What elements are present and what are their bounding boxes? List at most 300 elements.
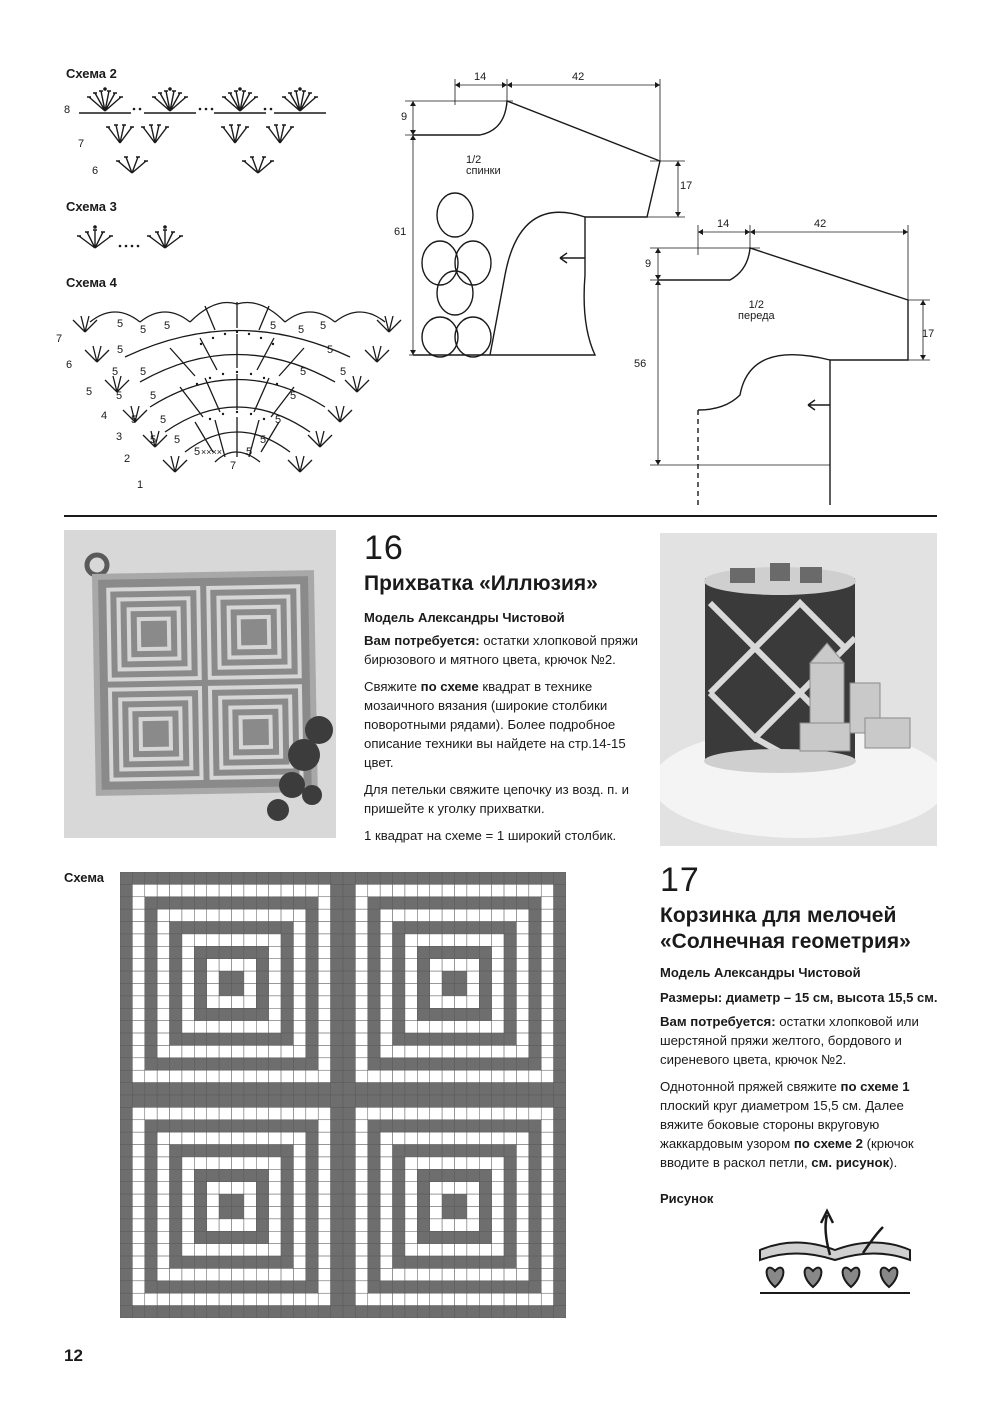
grid-cell: [281, 1231, 293, 1243]
grid-cell: [194, 872, 206, 884]
grid-cell: [281, 971, 293, 983]
grid-cell: [318, 1145, 330, 1157]
grid-cell: [293, 1256, 305, 1268]
grid-cell: [120, 1145, 132, 1157]
grid-cell: [343, 1145, 355, 1157]
grid-cell: [219, 1219, 231, 1231]
grid-cell: [554, 1058, 566, 1070]
grid-cell: [467, 1244, 479, 1256]
grid-cell: [331, 1107, 343, 1119]
grid-cell: [232, 1120, 244, 1132]
grid-cell: [405, 959, 417, 971]
grid-cell: [516, 1070, 528, 1082]
scheme4-chain-5: 5: [290, 390, 297, 402]
back-dim-neck-depth: 9: [401, 111, 408, 123]
grid-cell: [430, 922, 442, 934]
grid-cell: [541, 1194, 553, 1206]
grid-cell: [306, 1045, 318, 1057]
grid-cell: [293, 1293, 305, 1305]
grid-cell: [145, 872, 157, 884]
grid-cell: [479, 1132, 491, 1144]
grid-cell: [393, 1095, 405, 1107]
grid-cell: [232, 1219, 244, 1231]
grid-cell: [455, 1045, 467, 1057]
grid-cell: [541, 1021, 553, 1033]
grid-cell: [269, 897, 281, 909]
grid-cell: [194, 1219, 206, 1231]
grid-cell: [541, 1107, 553, 1119]
grid-cell: [467, 1107, 479, 1119]
grid-cell: [132, 909, 144, 921]
grid-cell: [306, 1194, 318, 1206]
grid-cell: [529, 984, 541, 996]
item16-number: 16: [364, 529, 404, 567]
grid-cell: [256, 1244, 268, 1256]
grid-cell: [318, 909, 330, 921]
grid-cell: [269, 1182, 281, 1194]
grid-cell: [554, 959, 566, 971]
grid-cell: [380, 1033, 392, 1045]
grid-cell: [194, 884, 206, 896]
scheme4-chain-5: 5: [327, 344, 334, 356]
grid-cell: [393, 1256, 405, 1268]
grid-cell: [207, 872, 219, 884]
grid-cell: [182, 884, 194, 896]
grid-cell: [442, 996, 454, 1008]
front-label-fraction: 1/2: [748, 299, 764, 311]
grid-cell: [170, 984, 182, 996]
grid-cell: [467, 1145, 479, 1157]
grid-cell: [504, 884, 516, 896]
grid-cell: [256, 984, 268, 996]
grid-cell: [355, 959, 367, 971]
grid-cell: [244, 1145, 256, 1157]
grid-cell: [479, 1207, 491, 1219]
grid-cell: [504, 1095, 516, 1107]
grid-cell: [232, 934, 244, 946]
grid-cell: [516, 1244, 528, 1256]
grid-cell: [393, 1207, 405, 1219]
grid-cell: [455, 1008, 467, 1020]
grid-cell: [244, 1045, 256, 1057]
grid-cell: [368, 1256, 380, 1268]
grid-cell: [430, 1281, 442, 1293]
grid-cell: [343, 1244, 355, 1256]
grid-cell: [343, 1095, 355, 1107]
grid-cell: [269, 1256, 281, 1268]
grid-cell: [194, 1008, 206, 1020]
grid-cell: [194, 1244, 206, 1256]
grid-cell: [343, 1268, 355, 1280]
grid-cell: [207, 971, 219, 983]
grid-cell: [219, 1021, 231, 1033]
grid-cell: [132, 1045, 144, 1057]
grid-cell: [343, 1107, 355, 1119]
grid-cell: [170, 1306, 182, 1318]
grid-cell: [492, 1033, 504, 1045]
scheme4-chain-5: 5: [117, 344, 124, 356]
scheme4-chain-5: 5: [275, 414, 282, 426]
grid-cell: [430, 1182, 442, 1194]
grid-cell: [541, 971, 553, 983]
grid-cell: [306, 1219, 318, 1231]
grid-cell: [430, 1157, 442, 1169]
grid-cell: [293, 1182, 305, 1194]
grid-cell: [145, 971, 157, 983]
grid-cell: [207, 996, 219, 1008]
grid-cell: [368, 1293, 380, 1305]
grid-cell: [256, 1231, 268, 1243]
grid-cell: [318, 1169, 330, 1181]
grid-cell: [306, 984, 318, 996]
grid-cell: [182, 1008, 194, 1020]
grid-cell: [492, 1058, 504, 1070]
grid-cell: [467, 1157, 479, 1169]
grid-cell: [380, 884, 392, 896]
grid-cell: [541, 1182, 553, 1194]
grid-cell: [120, 884, 132, 896]
grid-cell: [170, 1095, 182, 1107]
grid-cell: [430, 1244, 442, 1256]
grid-cell: [219, 1120, 231, 1132]
grid-cell: [368, 1095, 380, 1107]
grid-cell: [417, 1256, 429, 1268]
grid-cell: [516, 1268, 528, 1280]
grid-cell: [516, 1058, 528, 1070]
grid-cell: [529, 1107, 541, 1119]
grid-cell: [256, 1132, 268, 1144]
instructions-bold-2: по схеме 2: [793, 1136, 863, 1151]
grid-cell: [430, 909, 442, 921]
grid-cell: [207, 1033, 219, 1045]
grid-cell: [368, 1145, 380, 1157]
grid-cell: [120, 1107, 132, 1119]
grid-cell: [120, 1231, 132, 1243]
grid-cell: [405, 1169, 417, 1181]
item17-materials: [660, 1012, 940, 1069]
grid-cell: [417, 1107, 429, 1119]
grid-cell: [516, 996, 528, 1008]
grid-cell: [194, 934, 206, 946]
grid-cell: [281, 946, 293, 958]
grid-cell: [529, 897, 541, 909]
grid-cell: [430, 1107, 442, 1119]
grid-cell: [269, 1268, 281, 1280]
grid-cell: [232, 1306, 244, 1318]
grid-cell: [207, 884, 219, 896]
grid-cell: [318, 1058, 330, 1070]
scheme4-chain-5: 5: [140, 366, 147, 378]
grid-cell: [194, 1194, 206, 1206]
grid-cell: [207, 897, 219, 909]
grid-cell: [157, 1120, 169, 1132]
grid-cell: [504, 1244, 516, 1256]
grid-cell: [529, 1070, 541, 1082]
item17-sizes: Размеры: диаметр – 15 см, высота 15,5 см.: [660, 990, 938, 1005]
grid-cell: [442, 1293, 454, 1305]
grid-cell: [442, 1045, 454, 1057]
grid-cell: [492, 1107, 504, 1119]
grid-cell: [318, 959, 330, 971]
scheme2-row-6: 6: [92, 165, 99, 177]
grid-cell: [442, 1219, 454, 1231]
grid-cell: [182, 1120, 194, 1132]
grid-cell: [281, 1293, 293, 1305]
grid-cell: [244, 1194, 256, 1206]
grid-cell: [318, 1132, 330, 1144]
grid-cell: [281, 1058, 293, 1070]
grid-cell: [269, 1244, 281, 1256]
grid-cell: [430, 1293, 442, 1305]
grid-cell: [269, 1070, 281, 1082]
grid-cell: [455, 1293, 467, 1305]
grid-cell: [120, 1070, 132, 1082]
grid-cell: [380, 1145, 392, 1157]
grid-cell: [145, 1194, 157, 1206]
grid-cell: [405, 1194, 417, 1206]
grid-cell: [182, 1182, 194, 1194]
scheme4-row-5: 5: [86, 386, 93, 398]
grid-cell: [541, 1095, 553, 1107]
grid-cell: [170, 1045, 182, 1057]
grid-cell: [541, 946, 553, 958]
grid-cell: [318, 1045, 330, 1057]
grid-cell: [516, 1083, 528, 1095]
grid-cell: [368, 971, 380, 983]
grid-cell: [194, 1095, 206, 1107]
grid-cell: [479, 897, 491, 909]
grid-cell: [256, 934, 268, 946]
grid-cell: [393, 1281, 405, 1293]
grid-cell: [554, 984, 566, 996]
grid-cell: [455, 1268, 467, 1280]
grid-cell: [455, 959, 467, 971]
grid-cell: [293, 1045, 305, 1057]
grid-cell: [318, 1021, 330, 1033]
grid-cell: [405, 934, 417, 946]
grid-cell: [504, 872, 516, 884]
grid-cell: [380, 1306, 392, 1318]
grid-cell: [492, 1293, 504, 1305]
back-label-fraction: 1/2: [466, 154, 482, 166]
scheme4-chain-5: 5: [174, 434, 181, 446]
grid-cell: [417, 1244, 429, 1256]
grid-cell: [145, 1219, 157, 1231]
grid-cell: [269, 1169, 281, 1181]
grid-cell: [219, 1157, 231, 1169]
grid-cell: [318, 1207, 330, 1219]
grid-cell: [516, 1033, 528, 1045]
grid-cell: [132, 1120, 144, 1132]
grid-cell: [306, 1306, 318, 1318]
grid-cell: [355, 1281, 367, 1293]
back-dim-length: 61: [394, 226, 407, 238]
grid-cell: [492, 1120, 504, 1132]
grid-cell: [380, 1083, 392, 1095]
grid-cell: [269, 971, 281, 983]
grid-cell: [269, 1083, 281, 1095]
grid-cell: [331, 1256, 343, 1268]
grid-cell: [442, 1281, 454, 1293]
grid-cell: [132, 1169, 144, 1181]
grid-cell: [120, 1256, 132, 1268]
grid-cell: [368, 1306, 380, 1318]
grid-cell: [331, 1207, 343, 1219]
grid-cell: [541, 1083, 553, 1095]
grid-cell: [256, 946, 268, 958]
grid-cell: [504, 1256, 516, 1268]
grid-cell: [281, 1268, 293, 1280]
grid-cell: [256, 1008, 268, 1020]
scheme4-base-stitches: ××××: [201, 447, 223, 457]
grid-cell: [355, 946, 367, 958]
grid-cell: [430, 1045, 442, 1057]
grid-cell: [455, 1256, 467, 1268]
grid-cell: [368, 984, 380, 996]
grid-cell: [269, 909, 281, 921]
grid-cell: [504, 1045, 516, 1057]
grid-cell: [355, 897, 367, 909]
grid-cell: [516, 1219, 528, 1231]
grid-cell: [368, 1157, 380, 1169]
grid-cell: [293, 884, 305, 896]
grid-cell: [492, 959, 504, 971]
grid-cell: [157, 971, 169, 983]
scheme2-row-7: 7: [78, 138, 85, 150]
grid-cell: [132, 872, 144, 884]
grid-cell: [455, 1182, 467, 1194]
grid-cell: [554, 1083, 566, 1095]
grid-cell: [368, 1219, 380, 1231]
grid-cell: [170, 1194, 182, 1206]
scheme4-chain-5: 5: [150, 390, 157, 402]
grid-cell: [405, 1033, 417, 1045]
grid-cell: [504, 897, 516, 909]
grid-cell: [244, 1095, 256, 1107]
grid-cell: [306, 1145, 318, 1157]
front-dim-sleeve-length: 42: [814, 218, 827, 230]
grid-cell: [256, 1169, 268, 1181]
grid-cell: [504, 1293, 516, 1305]
grid-cell: [516, 1182, 528, 1194]
grid-cell: [182, 1231, 194, 1243]
grid-cell: [355, 1132, 367, 1144]
grid-cell: [293, 1083, 305, 1095]
grid-cell: [145, 1293, 157, 1305]
grid-cell: [120, 1219, 132, 1231]
grid-cell: [430, 1120, 442, 1132]
grid-cell: [170, 996, 182, 1008]
grid-cell: [368, 1132, 380, 1144]
grid-cell: [194, 971, 206, 983]
grid-cell: [554, 1033, 566, 1045]
grid-cell: [343, 1293, 355, 1305]
grid-cell: [355, 872, 367, 884]
grid-cell: [331, 984, 343, 996]
grid-cell: [405, 1021, 417, 1033]
grid-cell: [132, 1244, 144, 1256]
grid-cell: [479, 1281, 491, 1293]
grid-cell: [417, 1207, 429, 1219]
grid-cell: [170, 1219, 182, 1231]
grid-cell: [207, 1293, 219, 1305]
grid-cell: [417, 1157, 429, 1169]
grid-cell: [393, 934, 405, 946]
grid-cell: [467, 934, 479, 946]
grid-cell: [554, 922, 566, 934]
grid-cell: [541, 1293, 553, 1305]
grid-cell: [467, 946, 479, 958]
grid-cell: [293, 1169, 305, 1181]
grid-cell: [541, 922, 553, 934]
grid-cell: [417, 971, 429, 983]
grid-cell: [232, 1058, 244, 1070]
grid-cell: [529, 1083, 541, 1095]
grid-cell: [157, 1157, 169, 1169]
grid-cell: [467, 1194, 479, 1206]
grid-cell: [541, 1132, 553, 1144]
grid-cell: [293, 1132, 305, 1144]
scheme3-label: Схема 3: [66, 199, 117, 214]
grid-cell: [194, 1058, 206, 1070]
grid-cell: [120, 1058, 132, 1070]
grid-cell: [455, 909, 467, 921]
materials-text: остатки хлопковой или шерстяной пряжи желтого, бордового и сиреневого цвета, крючок №2.: [660, 1014, 919, 1067]
grid-cell: [331, 1182, 343, 1194]
grid-cell: [516, 1256, 528, 1268]
grid-cell: [281, 884, 293, 896]
grid-cell: [281, 1033, 293, 1045]
grid-cell: [405, 1120, 417, 1132]
grid-cell: [516, 934, 528, 946]
grid-cell: [355, 1058, 367, 1070]
grid-cell: [232, 1207, 244, 1219]
grid-cell: [455, 1194, 467, 1206]
grid-cell: [194, 1021, 206, 1033]
grid-cell: [281, 1107, 293, 1119]
grid-cell: [331, 922, 343, 934]
grid-cell: [232, 1157, 244, 1169]
grid-cell: [380, 946, 392, 958]
grid-cell: [343, 897, 355, 909]
grid-cell: [529, 996, 541, 1008]
grid-cell: [430, 1306, 442, 1318]
grid-cell: [269, 1231, 281, 1243]
grid-cell: [516, 1145, 528, 1157]
grid-cell: [492, 1169, 504, 1181]
grid-cell: [306, 1120, 318, 1132]
grid-cell: [318, 922, 330, 934]
section-divider: [64, 515, 937, 517]
grid-cell: [504, 1231, 516, 1243]
grid-cell: [145, 1095, 157, 1107]
grid-cell: [430, 1219, 442, 1231]
grid-cell: [281, 959, 293, 971]
back-dim-sleeve-width: 17: [680, 180, 693, 192]
grid-cell: [405, 909, 417, 921]
grid-cell: [331, 1095, 343, 1107]
grid-cell: [281, 1219, 293, 1231]
grid-cell: [157, 897, 169, 909]
grid-cell: [256, 1157, 268, 1169]
grid-cell: [516, 1194, 528, 1206]
grid-cell: [516, 1021, 528, 1033]
grid-cell: [380, 1107, 392, 1119]
grid-cell: [442, 934, 454, 946]
grid-cell: [244, 1157, 256, 1169]
grid-cell: [207, 1120, 219, 1132]
grid-cell: [368, 909, 380, 921]
